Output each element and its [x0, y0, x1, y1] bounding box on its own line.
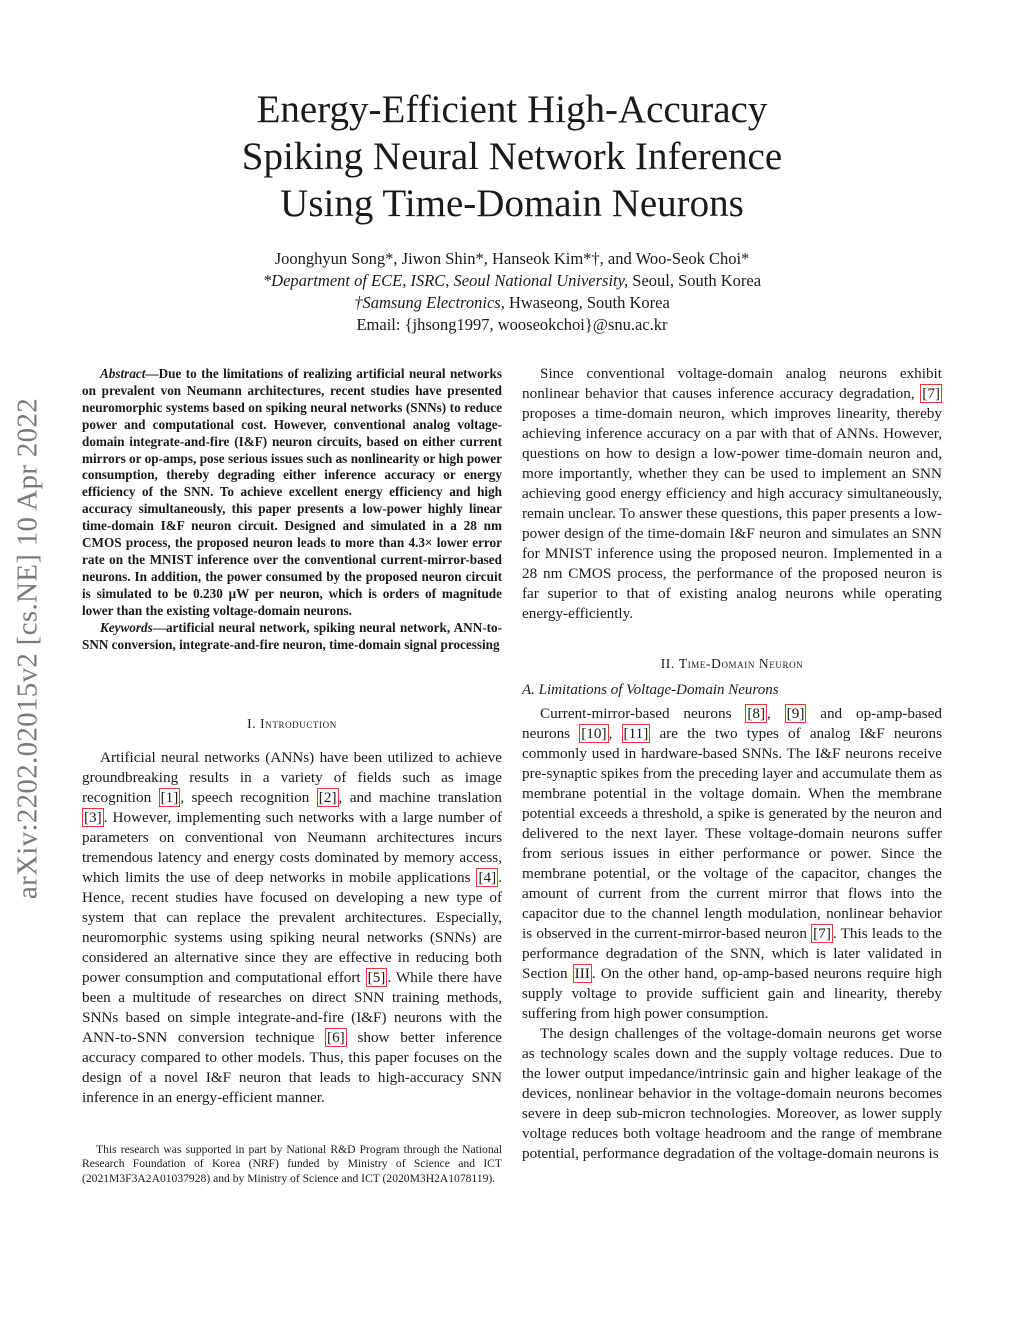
section-2-title: Time-Domain Neuron: [678, 656, 804, 671]
affiliation-1-dept: *Department of ECE, ISRC, Seoul National University,: [262, 271, 629, 290]
author-email: Email: {jhsong1997, wooseokchoi}@snu.ac.kr: [356, 315, 668, 334]
right-intro-paragraph: Since conventional voltage-domain analog neurons exhibit nonlinear behavior that causes inference accuracy degradation, [7] proposes a time-domain neuron, which improves linearity, thereby achieving inference accuracy on a par with that of ANNs. However, questions on how to design a low-power time-domain neuron and, more importantly, whether they can be used to implement an SNN achieving good energy efficiency and high accuracy simultaneously, remain unclear. To answer these questions, this paper presents a low-power design of the time-domain I&F neuron and simulates an SNN for MNIST inference using the proposed neuron. Implemented in a 28 nm CMOS process, the performance of the proposed neuron is far superior to that of existing analog neurons while operating energy-efficiently.: [522, 365, 942, 622]
abstract-text: —Due to the limitations of realizing artificial neural networks on prevalent von Neumann architectures, recent studies have presented neuromorphic systems based on spiking neural networks (SNNs) to reduce power and computational cost. However, conventional analog voltage-domain integrate-and-fire (I&F) neuron circuits, based on either current mirrors or op-amps, pose serious issues such as nonlinearity or high power consumption, thereby degrading either inference accuracy or energy efficiency of the SNN. To achieve excellent energy efficiency and high accuracy simultaneously, this paper presents a low-power highly linear time-domain I&F neuron circuit. Designed and simulated in a 28 nm CMOS process, the proposed neuron leads to more than 4.3× lower error rate on the MNIST inference over the conventional current-mirror-based neurons. In addition, the power consumed by the proposed neuron circuit is simulated to be 0.230 μW per neuron, which is orders of magnitude lower than the existing voltage-domain neurons.: [82, 366, 502, 618]
citation-link[interactable]: [7]: [813, 925, 831, 942]
section-heading-time-domain-neuron: [522, 656, 942, 672]
arxiv-identifier: arXiv:2202.02015v2 [cs.NE] 10 Apr 2022: [11, 397, 44, 900]
citation-link[interactable]: [8]: [747, 705, 766, 722]
author-list: Joonghyun Song*, Jiwon Shin*, Hanseok Kim*†, and Woo-Seok Choi*: [274, 249, 750, 268]
citation-link[interactable]: [9]: [786, 705, 805, 722]
paper-title: [0, 86, 1024, 227]
section-1-number: I.: [247, 716, 261, 731]
title-line-2: Spiking Neural Network Inference: [241, 135, 783, 178]
affiliation-1-location: Seoul, South Korea: [628, 271, 762, 290]
title-line-3: Using Time-Domain Neurons: [280, 182, 744, 225]
citation-link[interactable]: [1]: [160, 789, 179, 806]
citation-link[interactable]: [6]: [327, 1029, 345, 1046]
subsection-heading: A. Limitations of Voltage-Domain Neurons: [522, 682, 779, 698]
affiliation-2-location: Hwaseong, South Korea: [504, 293, 670, 312]
section-heading-introduction: [82, 716, 502, 732]
right-paragraph-3: The design challenges of the voltage-domain neurons get worse as technology scales down and the supply voltage reduces. Due to the lower output impedance/intrinsic gain and higher leakage of the devices, nonlinear behavior in the voltage-domain neurons becomes severe in deep sub-micron technologies. Moreover, as lower supply voltage reduces both voltage headroom and the range of membrane potential, performance degradation of the voltage-domain neurons is: [522, 1025, 942, 1162]
affiliation-1: [0, 270, 1024, 292]
citation-link[interactable]: [11]: [623, 725, 649, 742]
citation-link[interactable]: [3]: [84, 809, 102, 826]
citation-link[interactable]: [2]: [318, 789, 337, 806]
footnote: [82, 1143, 502, 1186]
citation-link[interactable]: [4]: [478, 869, 497, 886]
keywords-text: —artificial neural network, spiking neural network, ANN-to-SNN conversion, integrate-and-fire neuron, time-domain signal processing: [82, 619, 502, 652]
author-block: [0, 248, 1024, 336]
citation-link[interactable]: [7]: [922, 385, 940, 402]
section-reference-link[interactable]: III: [574, 965, 590, 982]
abstract-label: Abstract: [100, 366, 146, 381]
affiliation-2-org: †Samsung Electronics,: [354, 293, 505, 312]
footnote-text: This research was supported in part by National R&D Program through the National Research Foundation of Korea (NRF) funded by Ministry of Science and ICT (2021M3F3A2A01037928) and by Ministry of Science and ICT (2020M3H2A1078119).: [82, 1143, 502, 1185]
title-line-1: Energy-Efficient High-Accuracy: [256, 88, 768, 131]
citation-link[interactable]: [10]: [581, 725, 607, 742]
section-2-number: II.: [660, 656, 679, 671]
introduction-paragraph: Artificial neural networks (ANNs) have been utilized to achieve groundbreaking results in a variety of fields such as image recognition [1] , speech recognition [2] , and machine translation [3] . However, implementing such networks with a large number of parameters on conventional von Neumann architectures incurs tremendous latency and energy costs dominated by memory access, which limits the use of deep networks in mobile applications [4] . Hence, recent studies have focused on developing a new type of system that can replace the prevalent architectures. Especially, neuromorphic systems using spiking neural networks (SNNs) are considered an alternative since they are effective in reducing both power consumption and computational effort [5] . While there have been a multitude of researches on direct SNN training methods, SNNs based on simple integrate-and-fire (I&F) neurons with the ANN-to-SNN conversion technique [6] show better inference accuracy compared to other models. Thus, this paper focuses on the design of a novel I&F neuron that leads to high-accuracy SNN inference in an energy-efficient manner.: [82, 749, 503, 1106]
affiliation-2: [0, 292, 1024, 314]
citation-link[interactable]: [5]: [367, 969, 386, 986]
abstract: [82, 366, 502, 653]
keywords-label: Keywords: [100, 619, 153, 635]
section-1-title: Introduction: [260, 716, 337, 731]
right-body-paragraphs: Current-mirror-based neurons [8] , [9] and op-amp-based neurons [10] , [11] are the two types of analog I&F neurons commonly used in hardware-based SNNs. The I&F neurons receive pre-synaptic spikes from the preceding layer and accumulate them as membrane potential in the voltage domain. When the membrane potential exceeds a threshold, a spike is generated by the neuron and delivered to the next layer. These voltage-domain neurons suffer from serious issues in either performance or power. Since the membrane potential, or the voltage of the capacitor, changes the amount of current from the current mirror that flows into the capacitor due to the channel length modulation, nonlinear behavior is observed in the current-mirror-based neuron [7] . This leads to the performance degradation of the SNN, which is later validated in Section III . On the other hand, op-amp-based neurons require high supply voltage to provide sufficient gain and linearity, thereby suffering from high power consumption. The design challenges of the voltage-domain neurons get worse as technology scales down and the supply voltage reduces. Due to the lower output impedance/intrinsic gain and higher leakage of the devices, nonlinear behavior in the voltage-domain neurons becomes severe in deep sub-micron technologies. Moreover, as lower supply voltage reduces both voltage headroom and the range of membrane potential, performance degradation of the voltage-domain neurons is: [522, 705, 943, 1162]
